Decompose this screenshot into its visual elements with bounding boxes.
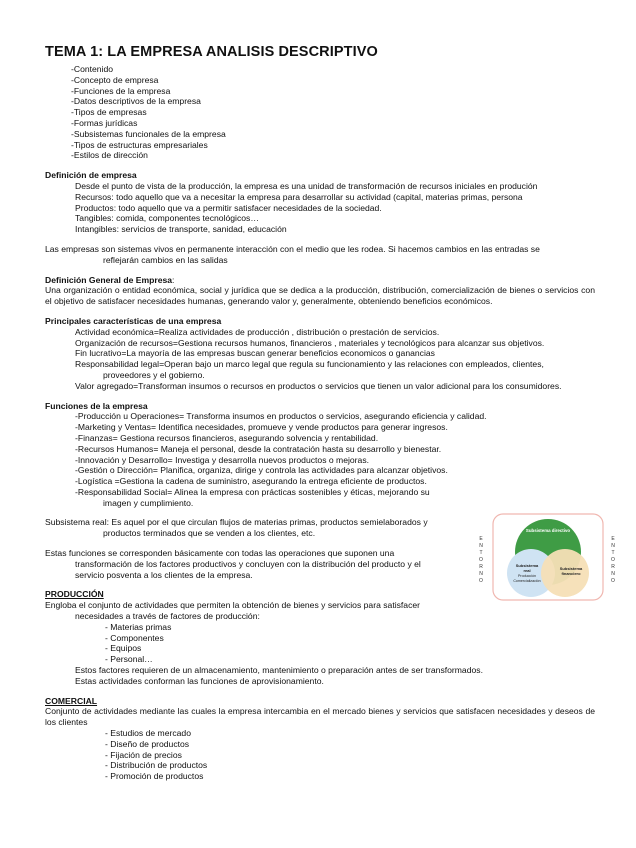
toc-item: -Concepto de empresa <box>71 74 159 85</box>
paragraph-line: Estas funciones se corresponden básicamente con todas las operaciones que suponen una <box>45 548 395 559</box>
list-item: -Logística =Gestiona la cadena de suministro, asegurando la entrega eficiente de productos. <box>75 476 427 487</box>
entorno-letter: E <box>479 536 483 542</box>
list-item: -Producción u Operaciones= Transforma insumos en productos o servicios, asegurando eficiencia y calidad. <box>75 411 487 422</box>
list-item: - Equipos <box>105 643 142 654</box>
list-item: - Materias primas <box>105 621 172 632</box>
toc-item: -Tipos de empresas <box>71 107 147 118</box>
section-heading: Principales características de una empresa <box>45 315 222 326</box>
entorno-left-letters <box>479 536 483 584</box>
paragraph-line: imagen y cumplimiento. <box>103 497 194 508</box>
paragraph-line: Intangibles: servicios de transporte, sanidad, educación <box>75 224 287 235</box>
list-item: -Gestión o Dirección= Planifica, organiza, dirige y controla las actividades para alcanzar objetivos. <box>75 465 448 476</box>
list-item: -Marketing y Ventas= Identifica necesidades, promueve y vende productos para generar ingresos. <box>75 422 448 433</box>
diagram-label: Subsistema <box>559 566 583 571</box>
table-of-contents <box>45 64 595 161</box>
diagram-label: Subsistema <box>515 563 539 568</box>
toc-item: -Contenido <box>71 64 114 74</box>
list-item: -Finanzas= Gestiona recursos financieros, asegurando solvencia y rentabilidad. <box>75 432 379 443</box>
section-heading: COMERCIAL <box>45 695 98 706</box>
paragraph-line: Recursos: todo aquello que va a necesitar la empresa para desarrollar su actividad (capital, materias primas, persona <box>75 191 523 202</box>
toc-item: -Datos descriptivos de la empresa <box>71 96 201 107</box>
paragraph-line: proveedores y el gobierno. <box>103 369 205 380</box>
entorno-letter: T <box>479 550 483 556</box>
document-page <box>45 44 595 782</box>
list-item: - Diseño de productos <box>105 738 190 749</box>
diagram-label: Subsistema directivo <box>525 528 571 533</box>
section-heading: Funciones de la empresa <box>45 400 148 411</box>
entorno-letter: R <box>479 564 483 570</box>
list-item: - Componentes <box>105 632 164 643</box>
paragraph-line: Estas actividades conforman las funciones de aprovisionamiento. <box>75 675 324 686</box>
entorno-letter: R <box>611 564 615 570</box>
entorno-letter: E <box>611 536 615 542</box>
entorno-right-letters <box>611 536 615 584</box>
entorno-letter: N <box>611 543 615 549</box>
list-item: -Recursos Humanos= Maneja el personal, desde la contratación hasta su desarrollo y bienestar. <box>75 443 442 454</box>
page-title: TEMA 1: LA EMPRESA ANALISIS DESCRIPTIVO <box>45 44 378 60</box>
entorno-letter: O <box>611 557 615 563</box>
paragraph: Conjunto de actividades mediante las cuales la empresa intercambia en el mercado bienes y servicios que satisfacen necesidades y deseos de los clientes <box>45 706 595 728</box>
list-item: - Fijación de precios <box>105 749 182 760</box>
list-item: - Personal… <box>105 654 153 665</box>
paragraph-line: reflejarán cambios en las salidas <box>103 254 228 265</box>
entorno-letter: T <box>611 550 615 556</box>
entorno-letter: N <box>479 543 483 549</box>
toc-item: -Funciones de la empresa <box>71 85 171 96</box>
paragraph-line: Estos factores requieren de un almacenamiento, mantenimiento o preparación antes de ser transformados. <box>75 665 483 676</box>
paragraph-line: Responsabilidad legal=Operan bajo un marco legal que regula su funcionamiento y las relaciones con empleados, clientes, <box>75 359 544 370</box>
entorno-letter: O <box>479 557 483 563</box>
paragraph-line: Productos: todo aquello que va a permitir satisfacer necesidades de la sociedad. <box>75 202 382 213</box>
paragraph-line: productos terminados que se venden a los clientes, etc. <box>103 528 316 539</box>
entorno-letter: O <box>479 578 483 584</box>
diagram-label: Producción <box>518 574 536 578</box>
entorno-letter: O <box>611 578 615 584</box>
diagram-label: financiero <box>561 571 581 576</box>
paragraph-line: Valor agregado=Transforman insumos o recursos en productos o servicios que tienen un valor adicional para los consumidores. <box>75 380 562 391</box>
toc-item: -Subsistemas funcionales de la empresa <box>71 128 226 139</box>
paragraph-line: transformación de los factores productivos y concluyen con la distribución del producto y el <box>75 558 421 569</box>
paragraph-line: necesidades a través de factores de producción: <box>75 611 260 622</box>
paragraph-line: Subsistema real: Es aquel por el que circulan flujos de materias primas, productos semielaborados y <box>45 517 428 528</box>
section-heading: Definición de empresa <box>45 170 137 181</box>
paragraph-line: Organización de recursos=Gestiona recursos humanos, financieros , materiales y tecnológicos para alcanzar sus objetivos. <box>75 337 545 348</box>
list-item: - Promoción de productos <box>105 771 204 782</box>
section-heading-line: Definición General de Empresa: <box>45 274 175 285</box>
entorno-letter: N <box>611 571 615 577</box>
paragraph-line: Engloba el conjunto de actividades que permiten la obtención de bienes y servicios para satisfacer <box>45 600 421 611</box>
toc-item: -Formas jurídicas <box>71 117 138 128</box>
list-item: -Responsabilidad Social= Alinea la empresa con prácticas sostenibles y éticas, mejorando su <box>75 486 430 497</box>
diagram-label: Comercialización <box>513 579 541 583</box>
toc-item: -Tipos de estructuras empresariales <box>71 139 208 150</box>
paragraph-line: Fin lucrativo=La mayoría de las empresas buscan generar beneficios economicos o ganancias <box>75 348 435 359</box>
section-heading: PRODUCCIÓN <box>45 589 104 600</box>
list-item: - Distribución de productos <box>105 760 208 771</box>
paragraph-line: Tangibles: comida, componentes tecnológicos… <box>75 213 259 224</box>
section-heading: Definición General de Empresa <box>45 274 173 285</box>
list-item: - Estudios de mercado <box>105 728 191 739</box>
toc-item: -Estilos de dirección <box>71 150 148 161</box>
subsystems-diagram <box>475 512 625 602</box>
diagram-label: real <box>523 568 531 573</box>
paragraph-line: Las empresas son sistemas vivos en permanente interacción con el medio que les rodea. Si hacemos cambios en las entradas se <box>45 243 540 254</box>
list-item: -Innovación y Desarrollo= Investiga y desarrolla nuevos productos o mejoras. <box>75 454 370 465</box>
entorno-letter: N <box>479 571 483 577</box>
paragraph-line: servicio posventa a los clientes de la empresa. <box>75 569 253 580</box>
paragraph: Una organización o entidad económica, social y jurídica que se dedica a la producción, distribución, comercialización de bienes o servicios con el objetivo de satisfacer necesidades humanas, generando valor y, generalmente, obteniendo beneficios económicos. <box>45 285 595 307</box>
paragraph-line: Desde el punto de vista de la producción, la empresa es una unidad de transformación de recursos iniciales en produción <box>75 180 538 191</box>
paragraph-line: Actividad económica=Realiza actividades de producción , distribución o prestación de servicios. <box>75 326 440 337</box>
